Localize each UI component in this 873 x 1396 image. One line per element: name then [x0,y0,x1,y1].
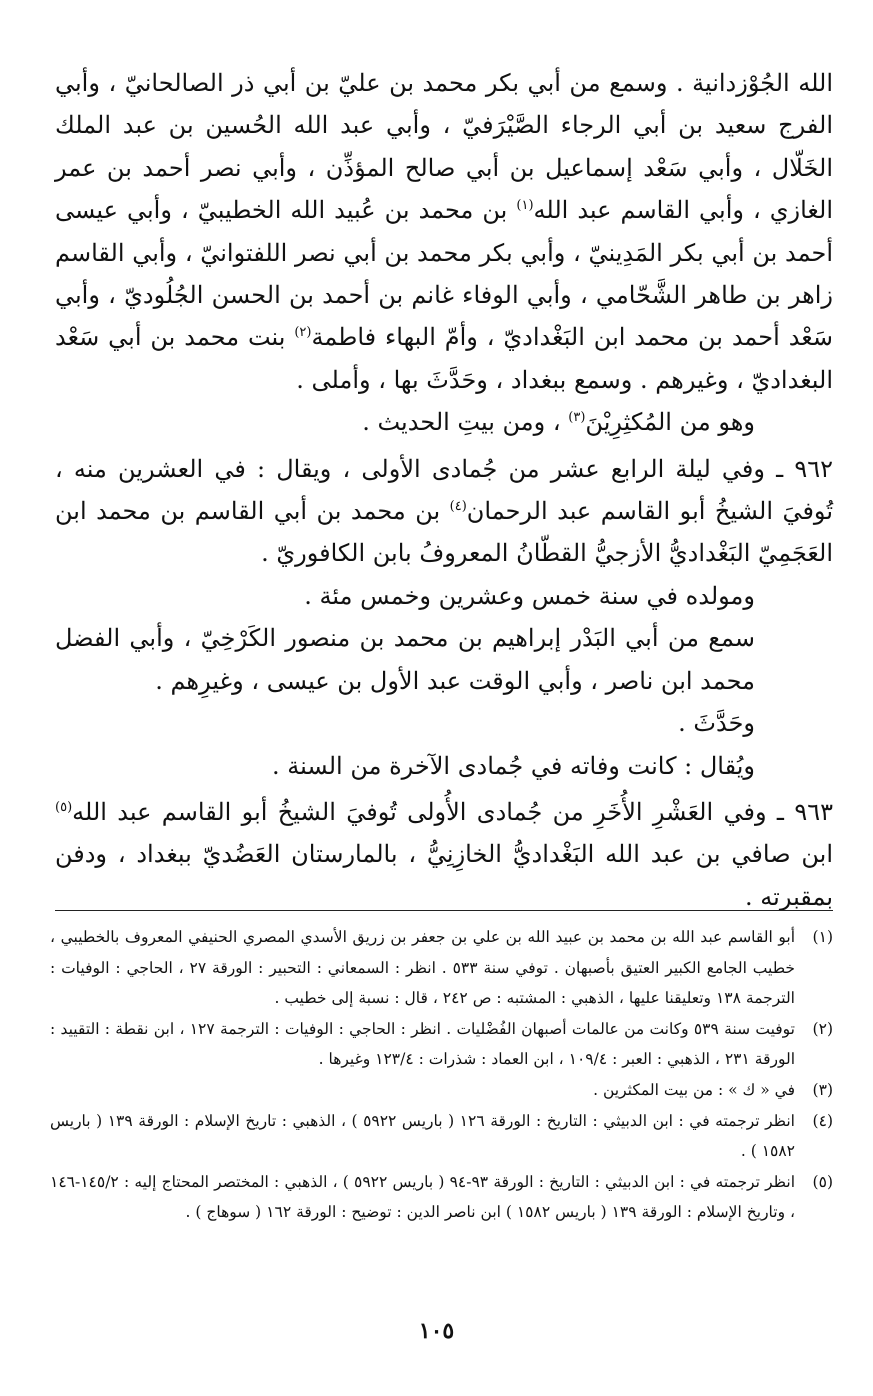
footnote-marker-3: (٣) [568,410,586,426]
footnote-marker-4: (٤) [449,499,467,515]
footnote-text: انظر ترجمته في : ابن الدبيثي : التاريخ : الورقة ٩٣-٩٤ ( باريس ٥٩٢٢ ) ، الذهبي : المختصر المحتاج إليه : ١٤٥/٢-١٤٦ ، وتاريخ الإسلام : الورقة ١٣٩ ( باريس ١٥٨٢ ) ابن ناصر الدين : توضيح : الورقة ١٦٢ ( سوهاج ) . [50,1172,795,1222]
footnote-marker-1: (١) [516,198,534,214]
text-segment: الله الجُوْزدانية . وسمع من أبي بكر محمد بن عليّ بن أبي ذر الصالحانيّ ، وأبي الفرج سعيد بن أبي الرجاء الصَّيْرَفيّ ، وأبي عبد الله الحُسين بن عبد الملك الخَلّال ، وأبي سَعْد إسماعيل بن أبي صالح المؤذِّن ، وأبي نصر أحمد بن عمر الغازي ، وأبي القاسم عبد الله [55,69,834,225]
paragraph-mukthirin [55,401,833,443]
text-segment: بنت محمد بن أبي سَعْد البغداديّ ، وغيرهم . وسمع ببغداد ، وحَدَّثَ بها ، وأملى . [55,323,833,394]
footnote-number: (١) [812,928,833,946]
entry-963 [55,791,833,918]
footnotes [50,922,833,1228]
footnote-number: (٢) [812,1019,833,1038]
text-segment: ابن صافي بن عبد الله البَغْداديُّ الخازِنِيُّ ، بالمارستان العَضُديّ ببغداد ، ودفن بمقبرته . [55,840,833,911]
entry-962 [55,448,833,575]
footnote-number: (٥) [812,1172,833,1191]
footnote-text: أبو القاسم عبد الله بن محمد بن عبيد الله بن علي بن جعفر بن زريق الأسدي المصري الحنيفي المعروف بالخطيبي ، خطيب الجامع الكبير العتيق بأصبهان . توفي سنة ٥٣٣ . انظر : السمعاني : التحبير : الورقة ٢٧ ، الحاجي : الوفيات : الترجمة ١٣٨ وتعليقنا عليها ، الذهبي : المشتبه : ص ٢٤٢ ، قال : نسبة إلى خطيب . [50,928,796,1008]
paragraph-teachers: سمع من أبي البَدْر إبراهيم بن محمد بن منصور الكَرْخِيّ ، وأبي الفضل محمد ابن ناصر ، وأبي الوقت عبد الأول بن عيسى ، وغيرِهم . [55,624,755,695]
text-segment: ٩٦٢ ـ وفي ليلة الرابع عشر من جُمادى الأولى ، ويقال : في العشرين منه ، تُوفيَ الشيخُ أبو القاسم عبد الرحمان [55,454,834,526]
footnote-text: في « ك » : من بيت المكثرين . [593,1080,795,1099]
text-segment: بن محمد بن أبي القاسم بن محمد ابن العَجَمِيّ البَغْداديُّ الأزجيُّ القطّانُ المعروفُ بابن الكافوريّ . [55,497,833,568]
paragraph-narrated: وحَدَّثَ . [678,709,755,738]
footnote-marker-5: (٥) [55,799,73,815]
footnote-number: (٣) [812,1080,833,1099]
footnote-1 [50,922,833,1014]
footnote-separator [55,910,833,911]
page-number: ١٠٥ [418,1318,455,1344]
text-segment: ، ومن بيتِ الحديث . [362,408,561,437]
main-text [55,62,833,918]
footnote-marker-2: (٢) [294,325,312,341]
footnote-4 [50,1106,833,1167]
footnote-text: توفيت سنة ٥٣٩ وكانت من عالمات أصبهان الفُضْليات . انظر : الحاجي : الوفيات : الترجمة ١٢٧ ، ابن نقطة : التقييد : الورقة ٢٣١ ، الذهبي : العبر : ١٠٩/٤ ، ابن العماد : شذرات : ١٢٣/٤ وغيرها . [50,1019,795,1069]
paragraph-birth: ومولده في سنة خمس وعشرين وخمس مئة . [304,581,755,610]
text-segment: بن محمد بن عُبيد الله الخطيبيّ ، وأبي عيسى أحمد بن أبي بكر المَدِينيّ ، وأبي بكر محمد بن أبي نصر اللفتوانيّ ، وأبي القاسم زاهر بن طاهر الشَّحّامي ، وأبي الوفاء غانم بن أحمد بن الحسن الجُلُوديّ ، وأبي سَعْد أحمد بن محمد ابن البَغْداديّ ، وأمّ البهاء فاطمة [55,196,833,352]
footnote-number: (٤) [812,1111,833,1130]
paragraph-intro [55,62,833,401]
text-segment: وهو من المُكثِرِيْنَ [585,408,755,437]
footnote-2 [50,1014,833,1075]
footnote-3 [50,1075,833,1106]
text-segment: ٩٦٣ ـ وفي العَشْرِ الأُخَرِ من جُمادى الأُولى تُوفيَ الشيخُ أبو القاسم عبد الله [72,797,833,826]
footnote-5 [50,1167,833,1228]
paragraph-death-alt: ويُقال : كانت وفاته في جُمادى الآخرة من السنة . [271,751,755,780]
footnote-text: انظر ترجمته في : ابن الدبيثي : التاريخ : الورقة ١٢٦ ( باريس ٥٩٢٢ ) ، الذهبي : تاريخ الإسلام : الورقة ١٣٩ ( باريس ١٥٨٢ ) . [50,1111,795,1161]
